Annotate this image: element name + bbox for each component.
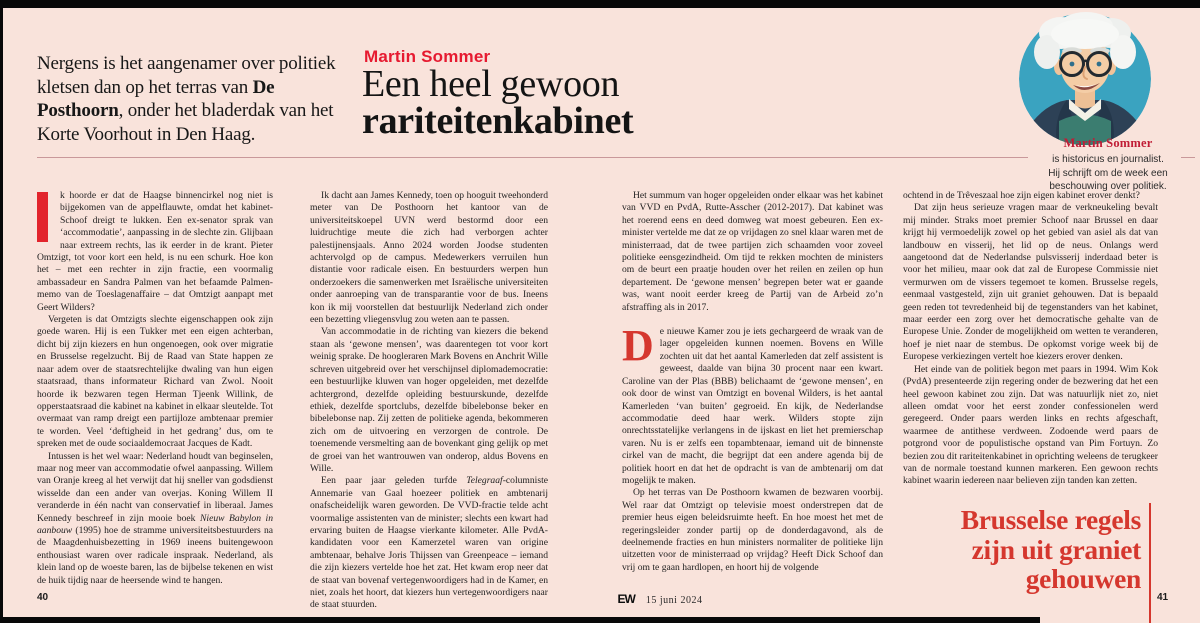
paragraph — [37, 314, 273, 450]
paragraph — [37, 190, 273, 314]
author-avatar-illustration — [1015, 6, 1155, 148]
header-rule — [37, 157, 1028, 158]
paragraph — [37, 451, 273, 587]
pull-quote-line: Brusselse regels — [960, 504, 1141, 535]
author-bio — [1030, 153, 1186, 194]
article-column-2 — [310, 190, 548, 612]
pull-quote-line: zijn uit graniet — [971, 533, 1141, 565]
text-run: ochtend in de Trêveszaal hoe zijn eigen kabinet erover denkt? — [903, 190, 1140, 201]
text-run: Het einde van de politiek begon met paars in 1994. Wim Kok (PvdA) presenteerde zijn regering onder de bezwering dat het een heel gewoon kabinet zou zijn. Dat was natuurlijk niet zo, niet alleen omdat voor het eerst zonder confessionelen werd geregeerd. Onder paars werden links en rechts afgeschaft, waarmee de antithese verdween. Zodoende werd paars de potgrond voor de populistische opstand van Pim Fortuyn. Zo bezien zou dit rariteitenkabinet in oprichting weleens de terugkeer van de normale toestand kunnen markeren. Een gewoon rechts kabinet waarin iedereen naar believen zijn tanden kan zetten. — [903, 363, 1158, 487]
text-run: Intussen is het wel waar: Nederland houdt van beginselen, maar nog meer van accommodatie ofwel aanpassing. Willem van Oranje kreeg al het verwijt dat hij sneller van godsdienst wisselde dan een ander van overjas. Koning Willem II veranderde in één nacht van conservatief in liberaal. James Kennedy beschreef in zijn mooie boek — [37, 450, 273, 524]
paragraph — [622, 190, 883, 314]
footer-date: 15 juni 2024 — [645, 595, 703, 606]
pull-quote-line: gehouwen — [1025, 563, 1141, 594]
dropcap: D — [622, 321, 654, 371]
footer-logo: EW — [617, 592, 635, 606]
paragraph — [310, 190, 548, 326]
page-edge-bottom — [0, 617, 1040, 623]
text-run: k hoorde er dat de Haagse binnencirkel nog niet is bijgekomen van de appelflauwte, omdat het kabinet-Schoof dreigt te lukken. Een ex-senator sprak van ‘accommodatie’, aanpassing in de slechte zin. Glijbaan naar extreem rechts, las ik eerder in de krant. Pieter Omtzigt, tot voor kort een held, is nu een schurk. Hoe kon het – met een rechter in zijn fractie, een voormalig ambassadeur en Sandra Palmen van het befaamde Palmen-memo van de Toeslagenaffaire – dat Omtzigt aanpapt met Geert Wilders? — [37, 190, 273, 313]
intro-text — [37, 52, 355, 146]
text-run: De Posthoorn — [37, 76, 275, 121]
author-bio-line: is historicus en journalist. — [1052, 154, 1164, 165]
text-run: Op het terras van De Posthoorn kwamen de bezwaren voorbij. Wel raar dat Omtzigt op televisie moest onderstrepen dat de premier heus eigen beleidsruimte heeft. En hoe moest het met de regeringsleider zonder partij op de donderdagavond, als de deelnemende fracties en hun ministers normaliter de politieke lijn uitzetten voor de ministerraad op vrijdag? Heeft Dick Schoof dan vrij om te gaan hardlopen, en hoort hij de volgende — [622, 487, 883, 573]
paragraph — [903, 190, 1158, 202]
author-byline: Martin Sommer — [364, 47, 491, 66]
text-run: Een paar jaar geleden turfde — [321, 475, 467, 487]
text-run: Van accommodatie in de richting van kiezers die bekend staan als ‘gewone mensen’, was daarentegen tot voor kort weinig sprake. De hoogleraren Mark Bovens en Anchrit Wille schreven uitgebreid over het verschijnsel diplomademocratie: een bestuurlijke kluwen van hoger opgeleiden, met dezelfde achtergrond, dezelfde opleiding bestuurskunde, dezelfde ethiek, dezelfde sportclubs, dezelfde bibelebonse beker en bibelebonse nap. Zij zetten de politieke agenda, bekommeren zich om de uitvoering en verzorgen de controle. De toenemende versmelting aan de bovenkant ging gelijk op met de groei van het wantrouwen van onderop, aldus Bovens en Wille. — [310, 326, 548, 474]
text-run: e nieuwe Kamer zou je iets gechargeerd de wraak van de lager opgeleiden kunnen noemen. Bovens en Wille zochten uit dat het aantal Kamerleden dat zelf assistent is geweest, daalde van bijna 30 procent naar een kwart. Caroline van der Plas (BBB) belichaamt de ‘gewone mensen’, en ook door de winst van Omtzigt en bovenal Wilders, is het aantal Kamerleden ‘van buiten’ gegroeid. En kijk, de Nederlandse accommodatie deed haar werk. Wilders stopte zijn onrechtsstatelijke verlangens in de ijskast en liet het premierschap varen. Nu is er zelfs een topambtenaar, iemand uit de binnenste cirkel van de macht, die begrijpt dat een andere agenda bij de politiek hoort en dat het de opdracht is van de ambtenarij om dat mogelijk te maken. — [622, 326, 883, 486]
author-name: Martin Sommer — [1063, 136, 1153, 150]
page-number-right: 41 — [1157, 592, 1169, 603]
page-title-line2: rariteitenkabinet — [362, 100, 634, 142]
page-number-left: 40 — [37, 592, 49, 603]
page-edge-left — [0, 0, 3, 623]
author-bio-line: Hij schrijft om de week een — [1048, 167, 1168, 179]
text-run: Dat zijn heus serieuze vragen maar de verkneukeling bevalt mij minder. Straks moet premier Schoof naar Brussel en daar krijgt hij vermoedelijk zowel op het gebied van asiel als dat van landbouw en visserij, het lid op de neus. Onlangs werd aangetoond dat de Nederlandse pulsvisserij inderdaad beter is voor het milieu, maar ook dat zal de Europese Commissie niet vermurwen om de vissers tegemoet te komen. Brusselse regels, eenmaal vastgesteld, zijn uit graniet gehouwen. Dat is bepaald geen reden tot tevredenheid bij de tegenstanders van het kabinet, maar eerder een zorg over het democratische gehalte van de Europese Unie. Zonder de mogelijkheid om wetten te veranderen, hoef je niet naar de stembus. De opkomst vorige week bij de Europese verkiezingen vertelt hoe kiezers erover denken. — [903, 202, 1158, 363]
text-run: (1995) hoe de stramme universiteitsbestuurders na de Maagdenhuisbezetting in 1969 ineens buitengewoon enthousiast waren over radicale inspraak. Nederland, als klein land op de woeste baren, las de bijbelse tekenen en wist de huik tijdig naar de heersende wind te hangen. — [37, 524, 273, 586]
paragraph — [310, 475, 548, 611]
paragraph — [310, 326, 548, 475]
text-run: Telegraaf — [466, 475, 503, 487]
text-run: Ik dacht aan James Kennedy, toen op hooguit tweehonderd meter van De Posthoorn het kantoor van de universiteitskoepel UVN werd bestormd door een luidruchtige meute die zich had verborgen achter palestijnensjaals. Anno 2024 worden Joodse studenten achtervolgd op de campus. Medewerkers verruilen hun distantie voor radicale eisen. En bestuurders werpen hun onderzoekers die samenwerken met Israëlische universiteiten onder aanroeping van de transparantie voor de bus. Ineens kon ik mij voorstellen dat bestuurlijk Nederland zich onder een bezetting vliegensvlug zou weten aan te passen. — [310, 190, 548, 326]
pull-quote-rule — [1149, 503, 1151, 623]
article-column-1 — [37, 190, 273, 587]
article-column-3 — [622, 190, 883, 574]
text-run: Het summum van hoger opgeleiden onder elkaar was het kabinet van VVD en PvdA, Rutte-Asscher (2012-2017). Dat kabinet was het roerend eens en deed domweg wat moest gebeuren. Een ex-minister vertelde me dat ze op vrijdagen zo snel klaar waren met de ministerraad, dat de twee partijen zich schaamden voor zoveel politieke eensgezindheid. Om tijd te rekken mochten de ministers om de beurt een praatje houden over het reilen en zeilen op hun departement. De ‘gewone mensen’ begrepen beter wat er gaande was, want nooit eerder kreeg de Partij van de Arbeid zo’n afstraffing als in 2017. — [622, 190, 883, 313]
author-caption — [1030, 136, 1186, 194]
text-run: Nieuw Babylon in aanbouw — [37, 512, 273, 536]
paragraph — [622, 321, 883, 487]
dropcap — [37, 192, 48, 242]
page-title-line1: Een heel gewoon — [362, 63, 620, 105]
paragraph — [903, 364, 1158, 488]
text-run: -columniste Annemarie van Gaal hoezeer politiek en ambtenarij onafscheidelijk waren geworden. De VVD-fractie telde acht voormalige assistenten van de minister; slechts een kwart had ervaring buiten de Haagse vierkante kilometer. Alle PvdA-kandidaten voor een Kamerzetel waren van origine ambtenaar, behalve Joris Thijssen van Greenpeace – iemand die zijn kiezers vertelde hoe het zat. Het kwam erop neer dat de staat van bovenaf vertegenwoordigers had in de Kamer, en niet, zoals het hoort, dat kiezers hun vertegenwoordigers naar de staat stuurden. — [310, 475, 548, 611]
page-footer — [560, 592, 760, 606]
page-title — [362, 63, 832, 142]
text-run: , onder het bladerdak van het Korte Voorhout in Den Haag. — [37, 100, 334, 145]
text-run: Vergeten is dat Omtzigts slechte eigenschappen ook zijn goede waren. Hij is een Tukker met een eigen achterban, dicht bij zijn kiezers en hun ongenoegen, ook over migratie en Brusselse regelzucht. Bij de Raad van State happen ze naar adem over de staatsrechtelijke dwaling van hun eigen staatsraad, thans informateur Richard van Zwol. Nooit hoorde ik bezwaren tegen Herman Tjeenk Willink, de opperstaatsraad die kabinet na kabinet in elkaar sleutelde. Tot overmaat van ramp dreigt een partijloze ambtenaar premier te worden. Veel ‘deftigheid in het gedrang’ dus, om te spreken met de oude sociaaldemocraat Jacques de Kadt. — [37, 314, 273, 450]
text-run: Nergens is het aangenamer over politiek kletsen dan op het terras van — [37, 53, 336, 98]
paragraph — [622, 487, 883, 574]
paragraph — [903, 202, 1158, 363]
pull-quote — [935, 505, 1141, 594]
article-column-4 — [903, 190, 1158, 488]
author-bio-line: beschouwing over politiek. — [1049, 181, 1167, 192]
